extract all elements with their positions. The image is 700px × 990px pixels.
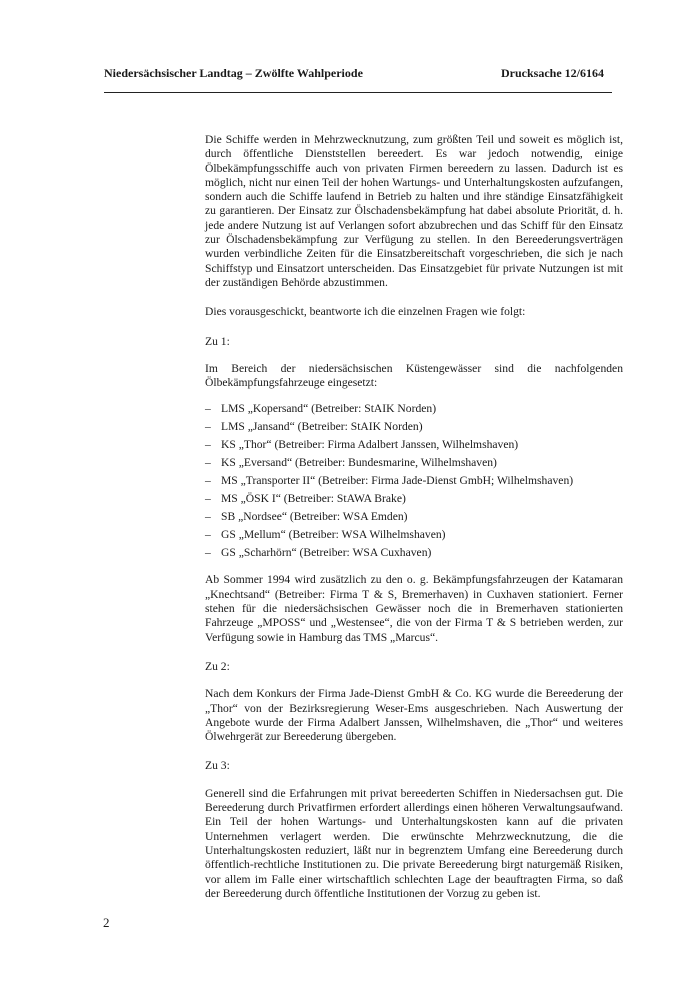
question-3-heading: Zu 3: — [205, 759, 230, 773]
list-dash: – — [205, 492, 211, 506]
vessel-entry: KS „Thor“ (Betreiber: Firma Adalbert Janssen, Wilhelmshaven) — [221, 438, 519, 452]
running-header — [104, 66, 604, 84]
list-dash: – — [205, 420, 211, 434]
list-dash: – — [205, 402, 211, 416]
list-dash: – — [205, 456, 211, 470]
vessel-entry: MS „ÖSK I“ (Betreiber: StAWA Brake) — [221, 492, 406, 506]
header-rule — [104, 92, 612, 93]
list-dash: – — [205, 438, 211, 452]
list-dash: – — [205, 510, 211, 524]
list-item — [205, 418, 623, 436]
main-text — [205, 133, 623, 901]
question-1-heading: Zu 1: — [205, 334, 230, 348]
document-number: Drucksache 12/6164 — [501, 66, 604, 80]
question-1-after: Ab Sommer 1994 wird zusätzlich zu den o. g. Bekämpfungsfahrzeugen der Katamaran „Knechtsand“ (Betreiber: Firma T & S, Bremerhaven) in Cuxhaven stationiert. Ferner stehen für die niedersächsischen Gewässer noch die in Bremerhaven stationierten Fahrzeuge „MPOSS“ und „Westensee“, die von der Firma T & S betrieben werden, zur Verfügung sowie in Hamburg das TMS „Marcus“. — [205, 573, 623, 644]
list-item — [205, 436, 623, 454]
question-2-heading: Zu 2: — [205, 659, 230, 673]
vessel-list — [205, 400, 623, 562]
list-item — [205, 400, 623, 418]
list-item — [205, 490, 623, 508]
header-title: Niedersächsischer Landtag – Zwölfte Wahlperiode — [104, 66, 363, 80]
vessel-entry: GS „Mellum“ (Betreiber: WSA Wilhelmshaven) — [221, 528, 446, 542]
list-item — [205, 544, 623, 562]
list-dash: – — [205, 474, 211, 488]
vessel-entry: LMS „Jansand“ (Betreiber: StAIK Norden) — [221, 420, 423, 434]
page-number: 2 — [103, 915, 110, 930]
vessel-entry: MS „Transporter II“ (Betreiber: Firma Jade-Dienst GmbH; Wilhelmshaven) — [221, 474, 574, 488]
list-item — [205, 526, 623, 544]
list-item — [205, 454, 623, 472]
list-item — [205, 472, 623, 490]
vessel-entry: GS „Scharhörn“ (Betreiber: WSA Cuxhaven) — [221, 546, 432, 560]
question-2-text: Nach dem Konkurs der Firma Jade-Dienst GmbH & Co. KG wurde die Bereederung der „Thor“ von der Bezirksregierung Weser-Ems ausgeschrieben. Nach Auswertung der Angebote wurde der Firma Adalbert Janssen, Wilhelmshaven, die „Thor“ und weiteres Ölwehrgerät zur Bereederung übergeben. — [205, 687, 623, 744]
vessel-entry: SB „Nordsee“ (Betreiber: WSA Emden) — [221, 510, 408, 524]
vessel-entry: LMS „Kopersand“ (Betreiber: StAIK Norden) — [221, 402, 437, 416]
list-dash: – — [205, 528, 211, 542]
question-1-intro: Im Bereich der niedersächsischen Küstengewässer sind die nachfolgenden Ölbekämpfungsfahrzeuge eingesetzt: — [205, 361, 623, 390]
intro-paragraph: Die Schiffe werden in Mehrzwecknutzung, zum größten Teil und soweit es möglich ist, durch öffentliche Dienststellen bereedert. Es war jedoch notwendig, einige Ölbekämpfungsschiffe auch von privaten Firmen bereedern zu lassen. Dadurch ist es möglich, nicht nur einen Teil der hohen Wartungs- und Unterhaltungskosten aufzufangen, sondern auch die Schiffe laufend in Betrieb zu halten und ihre ständige Einsatzfähigkeit zu garantieren. Der Einsatz zur Ölschadensbekämpfung hat dabei absolute Priorität, d. h. jede andere Nutzung ist auf Verlangen sofort abzubrechen und das Schiff für den Einsatz zur Ölschadensbekämpfung zur Verfügung zu stellen. In den Bereederungsverträgen wurden verbindliche Zeiten für die Einsatzbereitschaft vorgeschrieben, die sich je nach Schiffstyp und Einsatzort unterscheiden. Das Einsatzgebiet für private Nutzungen ist mit der zuständigen Behörde abzustimmen. — [205, 133, 623, 289]
vessel-entry: KS „Eversand“ (Betreiber: Bundesmarine, Wilhelmshaven) — [221, 456, 497, 470]
transition-paragraph: Dies vorausgeschickt, beantworte ich die einzelnen Fragen wie folgt: — [205, 305, 526, 319]
list-item — [205, 508, 623, 526]
list-dash: – — [205, 546, 211, 560]
question-3-text: Generell sind die Erfahrungen mit privat bereederten Schiffen in Niedersachsen gut. Die Bereederung durch Privatfirmen erfordert allerdings einen höheren Verwaltungsaufwand. Ein Teil der hohen Wartungs- und Unterhaltungskosten kann auf die privaten Unternehmen verlagert werden. Die erwünschte Mehrzwecknutzung, die die Unterhaltungskosten reduziert, läßt nur in begrenztem Umfang eine Bereederung durch öffentlich-rechtliche Institutionen zu. Die private Bereederung birgt naturgemäß Risiken, vor allem im Falle einer wirtschaftlich schlechten Lage der beauftragten Firma, so daß der Bereederung durch öffentliche Institutionen der Vorzug zu geben ist. — [205, 786, 623, 900]
